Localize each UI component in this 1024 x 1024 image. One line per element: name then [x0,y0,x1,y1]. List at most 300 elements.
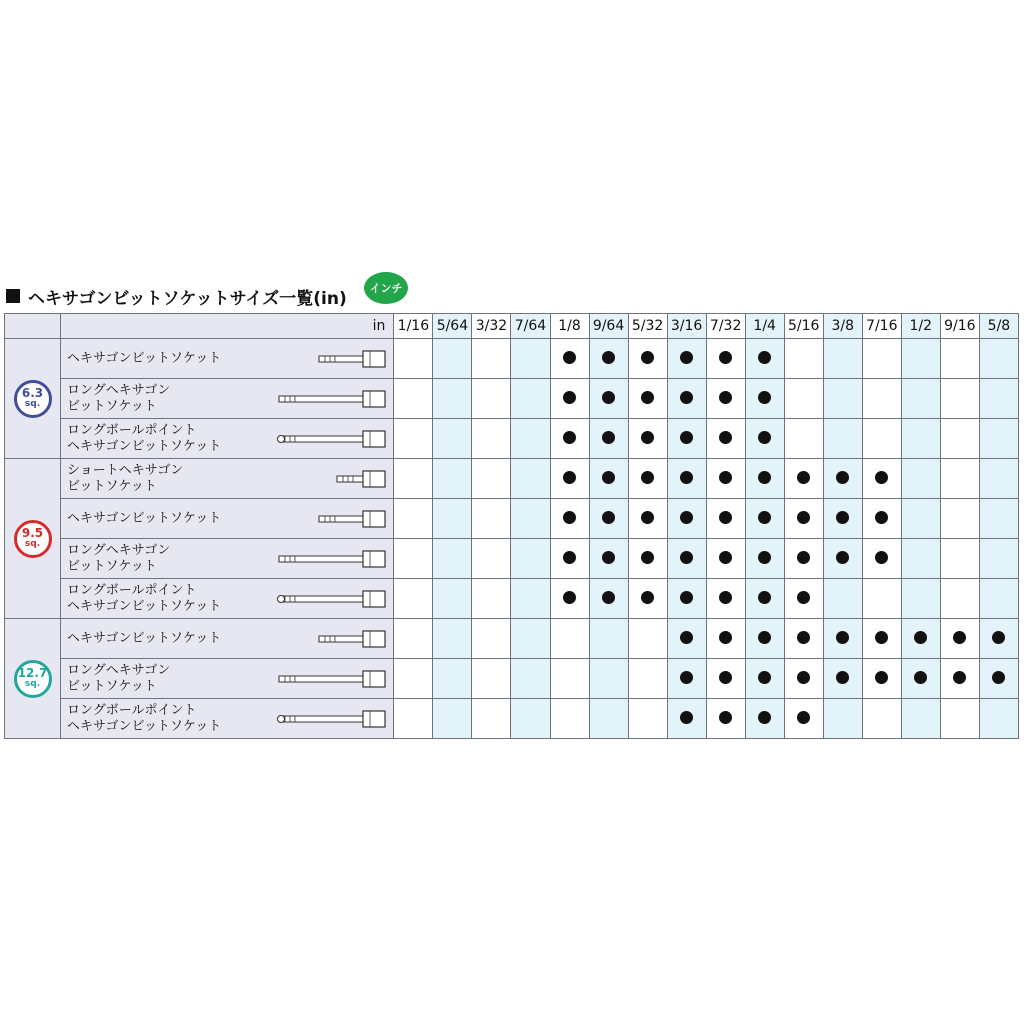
size-cell [706,659,745,699]
availability-dot-icon [758,671,771,684]
availability-dot-icon [953,631,966,644]
size-header: 7/16 [862,314,901,339]
size-header: 7/32 [706,314,745,339]
header-row [5,314,1019,339]
availability-dot-icon [719,511,732,524]
size-cell [589,659,628,699]
size-cell [940,579,979,619]
size-cell [862,659,901,699]
availability-dot-icon [953,671,966,684]
long-hex-socket-icon [277,670,387,688]
size-cell [940,659,979,699]
availability-dot-icon [758,591,771,604]
size-cell [628,579,667,619]
size-cell [784,459,823,499]
availability-dot-icon [719,471,732,484]
size-cell [628,499,667,539]
availability-dot-icon [797,671,810,684]
size-cell [940,539,979,579]
size-cell [550,619,589,659]
table-row [5,459,1019,499]
size-cell [589,339,628,379]
size-cell [823,499,862,539]
size-cell [784,379,823,419]
size-cell [667,539,706,579]
size-cell [823,619,862,659]
drive-size-unit: sq. [24,398,41,409]
size-cell [628,339,667,379]
ball-point-socket-icon [277,430,387,448]
size-cell [784,659,823,699]
size-cell [862,379,901,419]
availability-dot-icon [641,431,654,444]
size-cell [433,379,472,419]
size-cell [511,699,550,739]
size-cell [901,579,940,619]
size-cell [550,499,589,539]
size-cell [784,579,823,619]
availability-dot-icon [680,511,693,524]
size-cell [472,579,511,619]
size-cell [511,659,550,699]
availability-dot-icon [758,711,771,724]
size-cell [901,499,940,539]
size-cell [433,619,472,659]
short-hex-socket-icon [317,630,387,648]
size-cell [901,419,940,459]
size-header: 3/32 [472,314,511,339]
long-hex-socket-icon [277,390,387,408]
availability-dot-icon [992,631,1005,644]
size-cell [589,579,628,619]
size-cell [589,539,628,579]
size-cell [550,459,589,499]
size-cell [823,579,862,619]
availability-dot-icon [797,511,810,524]
table-body [5,339,1019,739]
drive-size-badge [14,520,52,558]
drive-size-unit: sq. [24,538,41,549]
size-cell [823,699,862,739]
size-cell [706,539,745,579]
size-cell [667,499,706,539]
availability-dot-icon [797,551,810,564]
size-cell [979,499,1018,539]
product-name-cell [61,459,394,499]
size-header: 1/8 [550,314,589,339]
size-header: 1/2 [901,314,940,339]
size-cell [511,619,550,659]
table-row [5,539,1019,579]
size-cell [979,539,1018,579]
size-cell [550,339,589,379]
availability-dot-icon [680,711,693,724]
size-cell [706,419,745,459]
size-header: 3/16 [667,314,706,339]
table-row [5,699,1019,739]
drive-size-value: 12.7 [17,665,48,680]
size-cell [628,419,667,459]
availability-dot-icon [602,431,615,444]
short-hex-socket-icon [317,510,387,528]
size-cell [667,339,706,379]
product-name: ロングボールポイント ヘキサゴンビットソケット [67,422,222,454]
availability-dot-icon [680,591,693,604]
long-hex-socket-icon [277,550,387,568]
size-cell [940,499,979,539]
availability-dot-icon [875,631,888,644]
size-cell [823,539,862,579]
size-header: 9/16 [940,314,979,339]
size-cell [940,459,979,499]
availability-dot-icon [719,551,732,564]
availability-dot-icon [875,471,888,484]
availability-dot-icon [680,671,693,684]
size-cell [394,619,433,659]
size-cell [472,379,511,419]
size-cell [862,539,901,579]
size-cell [706,379,745,419]
table-row [5,379,1019,419]
availability-dot-icon [563,351,576,364]
chart-title [6,282,426,310]
size-cell [433,699,472,739]
size-cell [979,579,1018,619]
availability-dot-icon [758,351,771,364]
availability-dot-icon [602,351,615,364]
availability-dot-icon [719,431,732,444]
size-cell [901,619,940,659]
availability-dot-icon [641,471,654,484]
availability-dot-icon [797,711,810,724]
size-cell [706,699,745,739]
size-cell [433,419,472,459]
table-row [5,339,1019,379]
availability-dot-icon [602,551,615,564]
size-cell [550,379,589,419]
size-cell [589,699,628,739]
size-cell [979,419,1018,459]
availability-dot-icon [602,591,615,604]
size-cell [511,539,550,579]
size-cell [550,659,589,699]
size-cell [940,619,979,659]
size-cell [667,619,706,659]
availability-dot-icon [719,671,732,684]
size-cell [550,539,589,579]
product-name: ショートヘキサゴン ビットソケット [67,462,184,494]
size-cell [823,379,862,419]
size-cell [667,699,706,739]
product-name: ロングボールポイント ヘキサゴンビットソケット [67,582,222,614]
availability-dot-icon [563,591,576,604]
size-cell [433,659,472,699]
availability-dot-icon [797,471,810,484]
size-cell [706,459,745,499]
product-name-cell [61,339,394,379]
availability-dot-icon [680,551,693,564]
ball-point-socket-icon [277,590,387,608]
size-cell [940,419,979,459]
size-cell [784,619,823,659]
size-cell [745,379,784,419]
availability-dot-icon [836,551,849,564]
size-cell [667,419,706,459]
stubby-hex-socket-icon [335,470,387,488]
availability-dot-icon [758,551,771,564]
size-header: 5/64 [433,314,472,339]
size-cell [472,459,511,499]
drive-size-unit: sq. [24,678,41,689]
size-cell [784,499,823,539]
product-name: ロングボールポイント ヘキサゴンビットソケット [67,702,222,734]
availability-dot-icon [992,671,1005,684]
size-header: 7/64 [511,314,550,339]
table-row [5,579,1019,619]
size-cell [550,699,589,739]
size-cell [472,499,511,539]
size-cell [979,459,1018,499]
size-cell [394,419,433,459]
size-cell [784,419,823,459]
availability-dot-icon [914,631,927,644]
drive-size-badge [14,660,52,698]
availability-dot-icon [563,551,576,564]
size-cell [745,619,784,659]
availability-dot-icon [836,511,849,524]
size-cell [706,619,745,659]
drive-size-cell [5,339,61,459]
availability-dot-icon [719,351,732,364]
size-cell [706,579,745,619]
size-cell [901,339,940,379]
availability-dot-icon [875,551,888,564]
size-cell [784,539,823,579]
size-cell [667,379,706,419]
inch-badge: インチ [364,272,408,304]
size-cell [433,579,472,619]
table-row [5,419,1019,459]
availability-dot-icon [641,391,654,404]
size-cell [472,619,511,659]
size-cell [394,379,433,419]
size-header: 5/8 [979,314,1018,339]
size-cell [745,659,784,699]
size-cell [823,419,862,459]
size-cell [472,339,511,379]
drive-size-badge [14,380,52,418]
product-name: ロングヘキサゴン ビットソケット [67,542,171,574]
drive-size-cell [5,459,61,619]
availability-dot-icon [602,471,615,484]
product-name-cell [61,419,394,459]
product-name-cell [61,379,394,419]
availability-dot-icon [719,711,732,724]
size-cell [784,339,823,379]
size-cell [901,459,940,499]
size-cell [511,459,550,499]
size-cell [745,579,784,619]
size-cell [901,379,940,419]
size-header: 5/16 [784,314,823,339]
availability-dot-icon [641,551,654,564]
availability-dot-icon [758,391,771,404]
size-cell [628,659,667,699]
size-cell [394,339,433,379]
size-cell [667,579,706,619]
product-name-cell [61,539,394,579]
size-cell [862,499,901,539]
drive-size-value: 9.5 [21,525,44,540]
size-cell [706,339,745,379]
size-header: 9/64 [589,314,628,339]
size-cell [979,619,1018,659]
table-row [5,659,1019,699]
size-cell [589,379,628,419]
size-cell [394,459,433,499]
size-cell [628,539,667,579]
size-cell [940,339,979,379]
size-cell [667,659,706,699]
size-cell [979,659,1018,699]
availability-dot-icon [875,671,888,684]
product-name-cell [61,619,394,659]
availability-dot-icon [641,591,654,604]
size-cell [823,459,862,499]
size-cell [979,699,1018,739]
size-cell [862,419,901,459]
size-header: 1/4 [745,314,784,339]
size-cell [511,579,550,619]
size-cell [979,339,1018,379]
availability-dot-icon [563,391,576,404]
size-cell [706,499,745,539]
product-name-cell [61,499,394,539]
size-cell [472,659,511,699]
size-cell [862,579,901,619]
size-cell [394,659,433,699]
size-cell [628,619,667,659]
size-cell [394,499,433,539]
size-cell [745,539,784,579]
size-cell [433,539,472,579]
size-cell [745,459,784,499]
availability-dot-icon [797,631,810,644]
availability-dot-icon [563,471,576,484]
ball-point-socket-icon [277,710,387,728]
size-cell [628,459,667,499]
availability-dot-icon [641,511,654,524]
size-cell [862,699,901,739]
availability-dot-icon [680,391,693,404]
availability-dot-icon [680,471,693,484]
availability-dot-icon [758,631,771,644]
availability-dot-icon [719,591,732,604]
size-cell [979,379,1018,419]
size-cell [745,339,784,379]
availability-dot-icon [563,431,576,444]
size-table [4,313,1019,739]
availability-dot-icon [602,511,615,524]
availability-dot-icon [797,591,810,604]
size-cell [589,619,628,659]
size-cell [862,619,901,659]
size-cell [511,499,550,539]
size-cell [589,459,628,499]
header-blank-cell [5,314,61,339]
size-cell [394,699,433,739]
availability-dot-icon [602,391,615,404]
availability-dot-icon [758,471,771,484]
size-cell [589,419,628,459]
size-header: 5/32 [628,314,667,339]
size-cell [823,659,862,699]
product-name: ヘキサゴンビットソケット [67,630,222,646]
size-cell [589,499,628,539]
title-text: ヘキサゴンビットソケットサイズ一覧(in) [28,289,347,309]
availability-dot-icon [758,511,771,524]
size-cell [667,459,706,499]
product-name: ヘキサゴンビットソケット [67,350,222,366]
size-cell [940,699,979,739]
product-name: ヘキサゴンビットソケット [67,510,222,526]
size-header: 3/8 [823,314,862,339]
availability-dot-icon [875,511,888,524]
drive-size-cell [5,619,61,739]
size-cell [472,419,511,459]
table-row [5,499,1019,539]
size-cell [745,499,784,539]
availability-dot-icon [680,631,693,644]
availability-dot-icon [758,431,771,444]
square-bullet-icon [6,289,20,303]
size-cell [550,419,589,459]
product-name: ロングヘキサゴン ビットソケット [67,662,171,694]
availability-dot-icon [836,671,849,684]
availability-dot-icon [719,631,732,644]
size-cell [745,419,784,459]
availability-dot-icon [680,351,693,364]
size-cell [628,699,667,739]
size-cell [433,459,472,499]
size-cell [901,699,940,739]
size-cell [862,339,901,379]
size-cell [823,339,862,379]
size-cell [745,699,784,739]
size-cell [784,699,823,739]
table-row [5,619,1019,659]
size-cell [550,579,589,619]
short-hex-socket-icon [317,350,387,368]
product-name: ロングヘキサゴン ビットソケット [67,382,171,414]
size-cell [901,539,940,579]
drive-size-value: 6.3 [21,385,44,400]
availability-dot-icon [563,511,576,524]
availability-dot-icon [680,431,693,444]
size-cell [394,579,433,619]
availability-dot-icon [836,631,849,644]
size-cell [511,339,550,379]
unit-label: in [61,314,394,339]
size-cell [433,339,472,379]
availability-dot-icon [719,391,732,404]
availability-dot-icon [641,351,654,364]
size-cell [472,699,511,739]
size-cell [940,379,979,419]
size-cell [511,419,550,459]
product-name-cell [61,579,394,619]
availability-dot-icon [914,671,927,684]
